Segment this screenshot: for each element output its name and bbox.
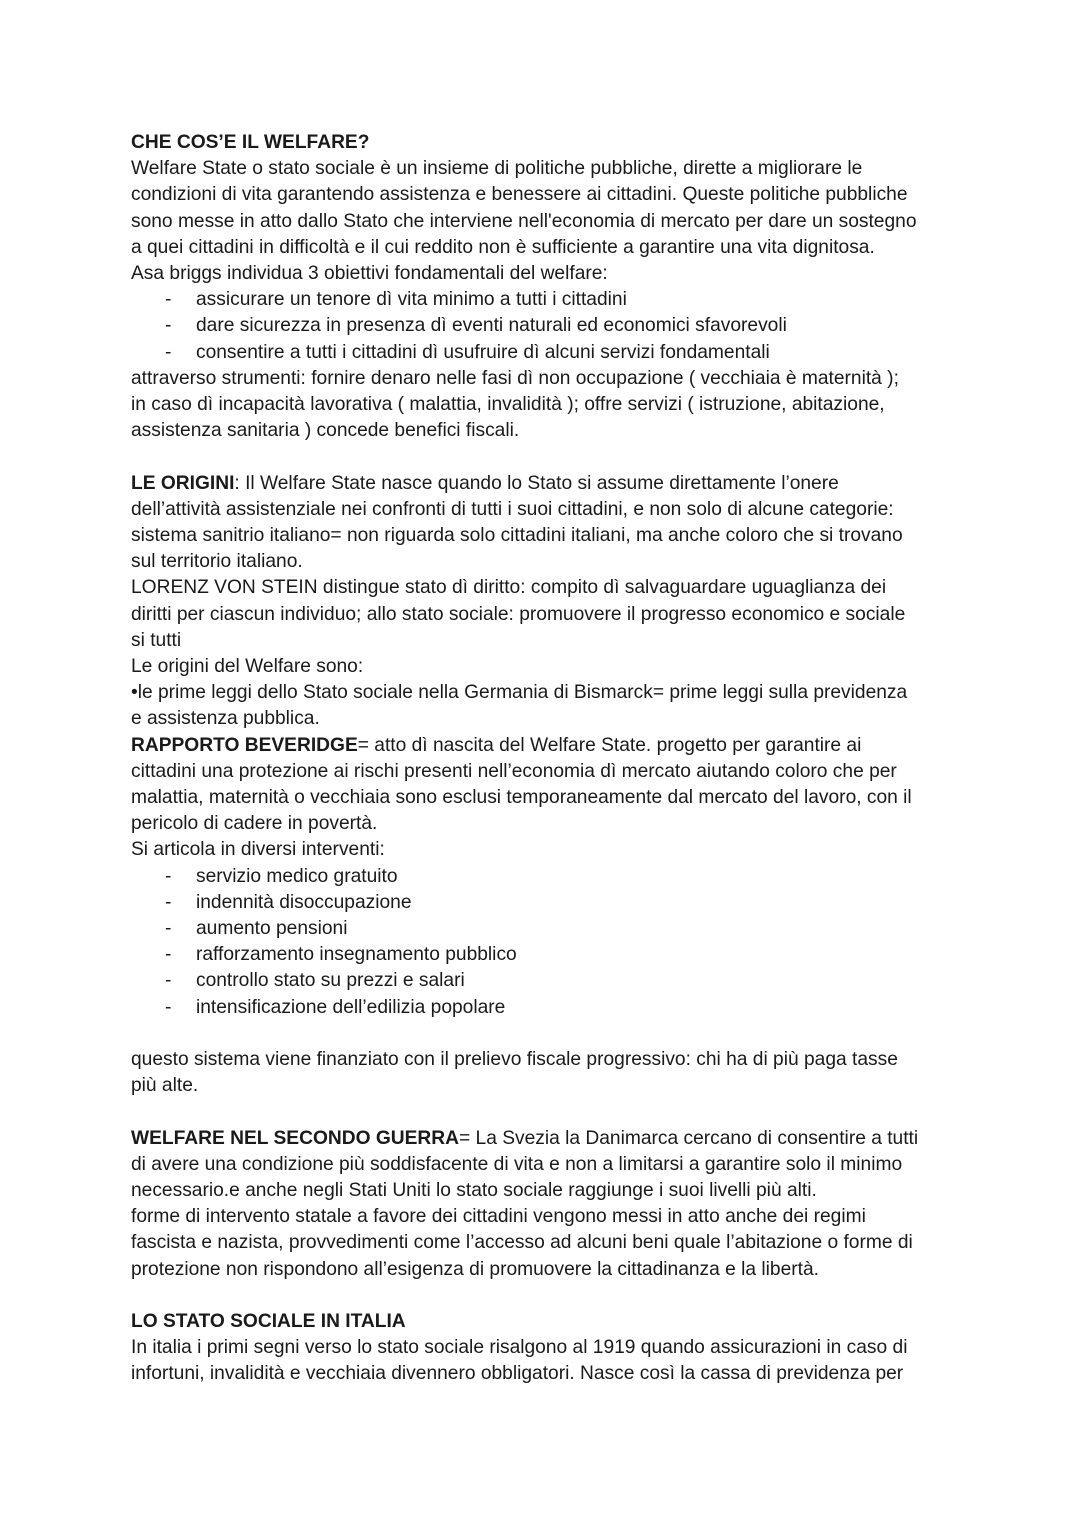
paragraph: •le prime leggi dello Stato sociale nella Germania di Bismarck= prime leggi sulla previdenza e assistenza pubblica. [131, 682, 908, 730]
list-item: - aumento pensioni [131, 916, 961, 942]
paragraph: questo sistema viene finanziato con il prelievo fiscale progressivo: chi ha di più paga tasse più alte. [131, 1049, 898, 1097]
paragraph: LORENZ VON STEIN distingue stato dì diritto: compito dì salvaguardare uguaglianza dei diritti per ciascun individuo; allo stato sociale: promuovere il progresso economico e sociale si tutti [131, 577, 906, 651]
interventions-list [131, 864, 961, 1021]
list-item: - indennità disoccupazione [131, 890, 961, 916]
paragraph: Si articola in diversi interventi: [131, 839, 385, 861]
paragraph: Le origini del Welfare sono: [131, 656, 364, 678]
section-heading-guerra: WELFARE NEL SECONDO GUERRA [131, 1127, 459, 1149]
section-heading-italia: LO STATO SOCIALE IN ITALIA [131, 1311, 406, 1333]
paragraph-text: : Il Welfare State nasce quando lo Stato si assume direttamente l’onere dell’attività assistenziale nei confronti di tutti i suoi cittadini, e non solo di alcune categorie: sistema sanitrio italiano= non riguarda solo cittadini italiani, ma anche coloro che si trovano sul territorio italiano. [131, 472, 903, 573]
section-heading-origini: LE ORIGINI [131, 472, 235, 494]
section-heading-welfare: CHE COS’E IL WELFARE? [131, 132, 370, 153]
paragraph-text: = atto dì nascita del Welfare State. progetto per garantire ai cittadini una protezione ai rischi presenti nell’economia dì mercato aiutando coloro che per malattia, maternità o vecchiaia sono esclusi temporaneamente dal mercato del lavoro, con il pericolo di cadere in povertà. [131, 734, 912, 835]
list-item: - dare sicurezza in presenza dì eventi naturali ed economici sfavorevoli [131, 313, 961, 339]
list-item: - servizio medico gratuito [131, 864, 961, 890]
list-item: - controllo stato su prezzi e salari [131, 968, 961, 994]
paragraph-text: = La Svezia la Danimarca cercano di consentire a tutti di avere una condizione più soddisfacente di vita e non a limitarsi a garantire solo il minimo necessario.e anche negli Stati Uniti lo stato sociale raggiunge i suoi livelli più alti. [131, 1127, 919, 1202]
list-item: - consentire a tutti i cittadini dì usufruire dì alcuni servizi fondamentali [131, 340, 961, 366]
list-item: - rafforzamento insegnamento pubblico [131, 942, 961, 968]
paragraph: In italia i primi segni verso lo stato sociale risalgono al 1919 quando assicurazioni in caso di infortuni, invalidità e vecchiaia divennero obbligatori. Nasce così la cassa di previdenza per [131, 1337, 908, 1385]
paragraph: Welfare State o stato sociale è un insieme di politiche pubbliche, dirette a migliorare le condizioni di vita garantendo assistenza e benessere ai cittadini. Queste politiche pubbliche sono messe in atto dallo Stato che interviene nell'economia di mercato per dare un sostegno a quei cittadini in difficoltà e il cui reddito non è sufficiente a garantire una vita dignitosa. [131, 158, 917, 258]
paragraph [131, 471, 961, 576]
document-page [131, 130, 961, 1388]
list-item: - intensificazione dell’edilizia popolare [131, 995, 961, 1021]
paragraph [131, 1126, 961, 1205]
list-item: - assicurare un tenore dì vita minimo a tutti i cittadini [131, 287, 961, 313]
paragraph: forme di intervento statale a favore dei cittadini vengono messi in atto anche dei regimi fascista e nazista, provvedimenti come l’accesso ad alcuni beni quale l’abitazione o forme di protezione non rispondono all’esigenza di promuovere la cittadinanza e la libertà. [131, 1206, 913, 1280]
paragraph: Asa briggs individua 3 obiettivi fondamentali del welfare: [131, 263, 608, 285]
paragraph: attraverso strumenti: fornire denaro nelle fasi dì non occupazione ( vecchiaia è maternità ); in caso dì incapacità lavorativa ( malattia, invalidità ); offre servizi ( istruzione, abitazione, assistenza sanitaria ) concede benefici fiscali. [131, 367, 899, 442]
beveridge-label: RAPPORTO BEVERIDGE [131, 734, 358, 756]
objectives-list [131, 287, 961, 366]
paragraph [131, 733, 961, 838]
